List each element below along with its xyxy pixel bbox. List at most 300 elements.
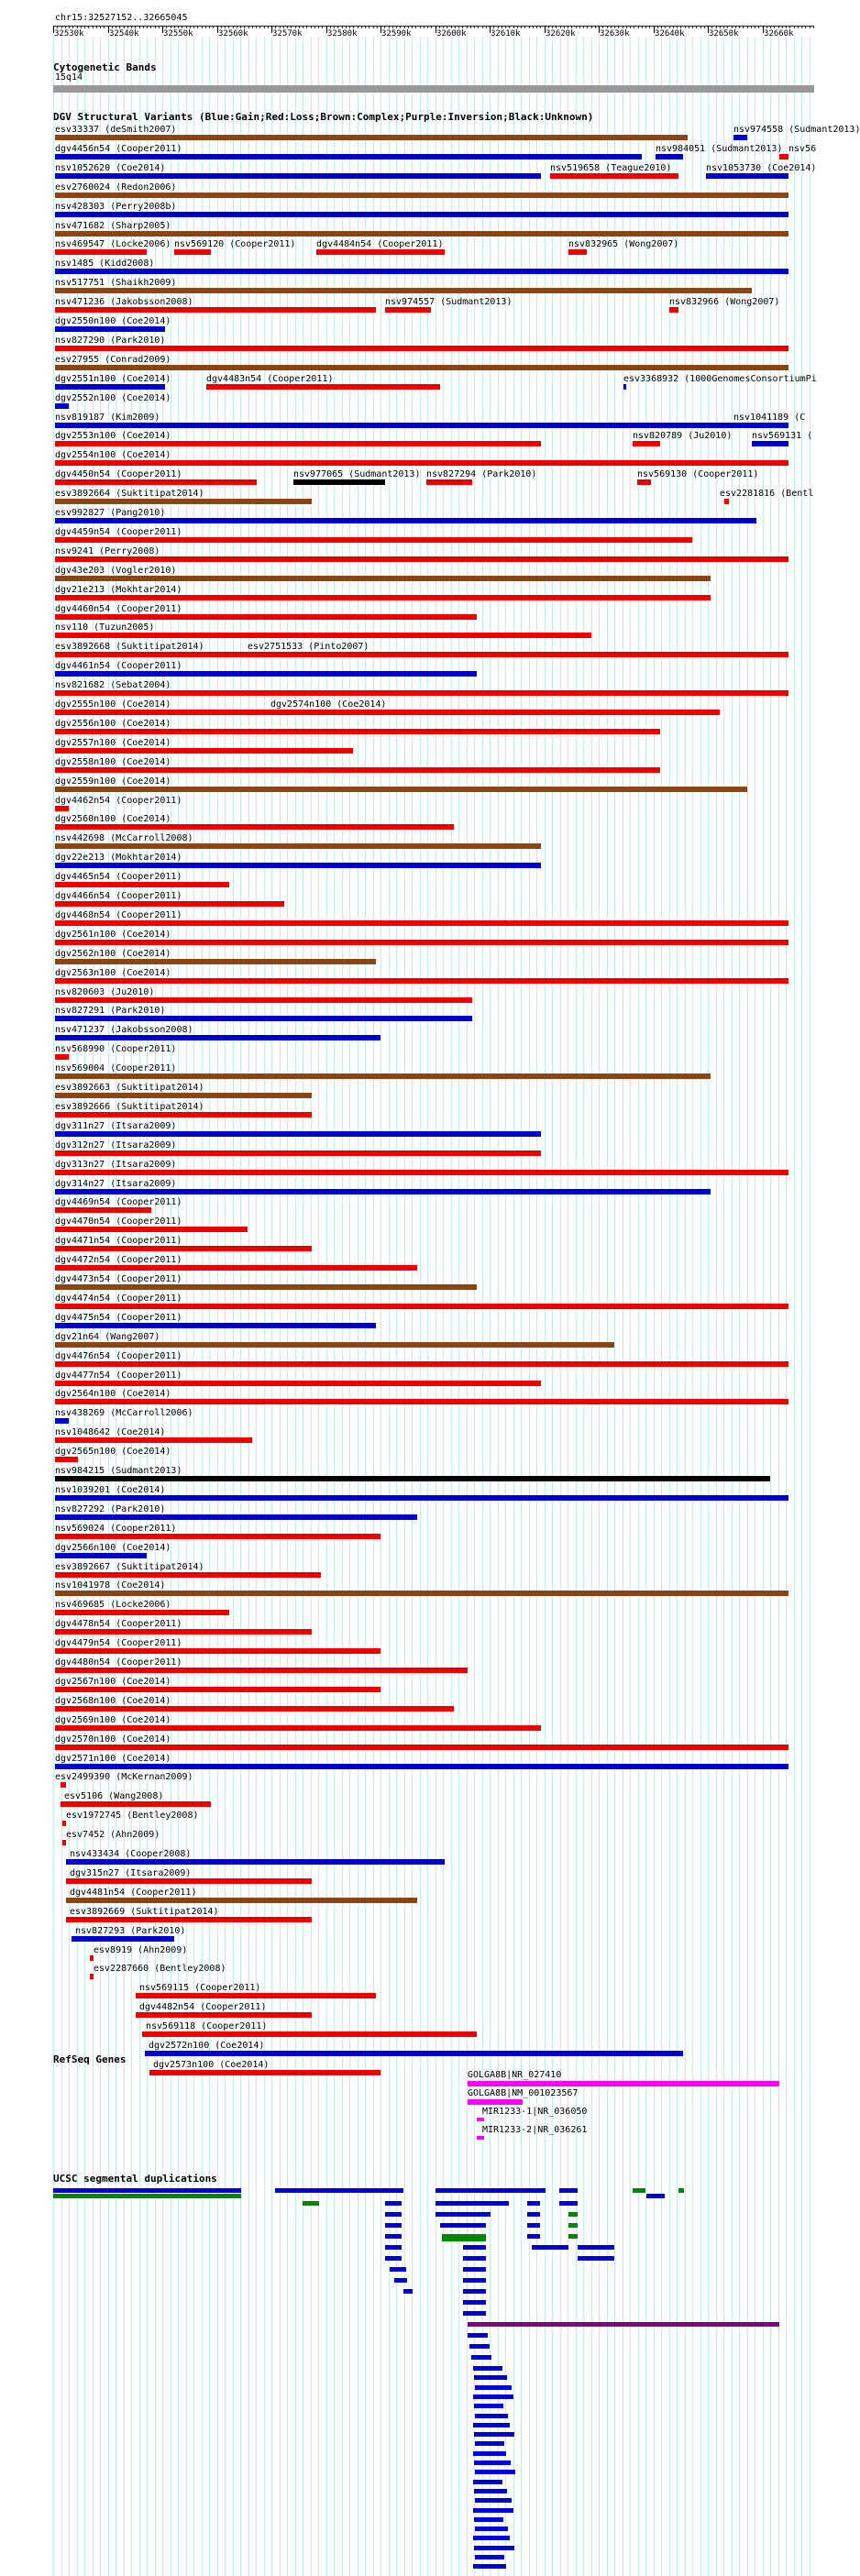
- dgv-variant-bar[interactable]: [136, 1993, 376, 1998]
- dgv-variant-label[interactable]: dgv4472n54 (Cooper2011): [55, 1255, 182, 1266]
- dgv-variant-bar[interactable]: [55, 365, 788, 370]
- segdup-block[interactable]: [473, 2394, 513, 2399]
- dgv-variant-bar[interactable]: [55, 652, 257, 657]
- segdup-block[interactable]: [463, 2256, 486, 2261]
- dgv-variant-label[interactable]: esv3892666 (Suktitipat2014): [55, 1101, 204, 1112]
- dgv-variant-label[interactable]: dgv2566n100 (Coe2014): [55, 1542, 171, 1553]
- segdup-block[interactable]: [475, 2555, 504, 2559]
- dgv-variant-label[interactable]: dgv4460n54 (Cooper2011): [55, 603, 182, 614]
- segdup-block[interactable]: [303, 2201, 319, 2206]
- dgv-variant-bar[interactable]: [55, 135, 688, 140]
- dgv-variant-label[interactable]: dgv314n27 (Itsara2009): [55, 1178, 177, 1189]
- segdup-block[interactable]: [385, 2223, 402, 2228]
- dgv-variant-label[interactable]: dgv4466n54 (Cooper2011): [55, 891, 182, 901]
- dgv-variant-bar[interactable]: [55, 1246, 312, 1251]
- segdup-block[interactable]: [527, 2223, 540, 2228]
- dgv-variant-label[interactable]: nsv827290 (Park2010): [55, 335, 166, 346]
- dgv-variant-bar[interactable]: [72, 1936, 174, 1942]
- dgv-variant-bar[interactable]: [55, 1687, 380, 1692]
- dgv-variant-bar[interactable]: [55, 1093, 312, 1098]
- dgv-variant-bar[interactable]: [55, 1361, 788, 1367]
- segdup-block[interactable]: [527, 2212, 540, 2217]
- dgv-variant-bar[interactable]: [623, 384, 626, 390]
- dgv-variant-label[interactable]: esv5106 (Wang2008): [64, 1791, 164, 1802]
- dgv-variant-bar[interactable]: [385, 307, 431, 313]
- segdup-block[interactable]: [275, 2188, 403, 2193]
- dgv-variant-bar[interactable]: [145, 2051, 683, 2056]
- dgv-variant-bar[interactable]: [55, 307, 376, 313]
- dgv-variant-bar[interactable]: [55, 614, 477, 620]
- dgv-variant-label[interactable]: nsv428303 (Perry2008b): [55, 201, 177, 212]
- dgv-variant-label[interactable]: nsv819187 (Kim2009): [55, 412, 160, 423]
- dgv-variant-label[interactable]: nsv438269 (McCarroll2006): [55, 1408, 193, 1419]
- dgv-variant-bar[interactable]: [426, 479, 472, 485]
- dgv-variant-bar[interactable]: [55, 231, 788, 237]
- dgv-variant-bar[interactable]: [66, 1898, 417, 1903]
- dgv-variant-label[interactable]: nsv569130 (Cooper2011): [637, 469, 759, 480]
- dgv-variant-label[interactable]: dgv21n64 (Wang2007): [55, 1331, 160, 1342]
- segdup-block[interactable]: [403, 2289, 413, 2294]
- segdup-block[interactable]: [474, 2546, 514, 2550]
- segdup-block[interactable]: [390, 2267, 406, 2272]
- dgv-variant-label[interactable]: dgv2554n100 (Coe2014): [55, 450, 171, 461]
- dgv-variant-bar[interactable]: [55, 767, 660, 773]
- dgv-variant-bar[interactable]: [55, 403, 69, 409]
- dgv-variant-label[interactable]: dgv2550n100 (Coe2014): [55, 316, 171, 326]
- dgv-variant-bar[interactable]: [55, 1189, 711, 1194]
- dgv-variant-label[interactable]: dgv2556n100 (Coe2014): [55, 718, 171, 729]
- dgv-variant-bar[interactable]: [55, 556, 788, 562]
- segdup-block[interactable]: [473, 2564, 506, 2569]
- dgv-variant-bar[interactable]: [55, 1016, 472, 1021]
- dgv-variant-label[interactable]: dgv4477n54 (Cooper2011): [55, 1370, 182, 1381]
- dgv-variant-bar[interactable]: [55, 1227, 248, 1232]
- refseq-gene-label[interactable]: GOLGA8B|NM_001023567: [468, 2088, 579, 2098]
- dgv-variant-bar[interactable]: [55, 576, 711, 581]
- dgv-variant-bar[interactable]: [55, 326, 165, 332]
- dgv-variant-bar[interactable]: [55, 154, 642, 160]
- dgv-variant-label[interactable]: nsv471236 (Jakobsson2008): [55, 297, 193, 308]
- dgv-variant-label[interactable]: dgv2553n100 (Coe2014): [55, 431, 171, 442]
- dgv-variant-label[interactable]: nsv1052620 (Coe2014): [55, 162, 166, 173]
- dgv-variant-label[interactable]: esv3892669 (Suktitipat2014): [70, 1906, 219, 1917]
- cytoband-bar[interactable]: [53, 85, 814, 93]
- dgv-variant-label[interactable]: esv33337 (deSmith2007): [55, 125, 177, 135]
- segdup-block[interactable]: [463, 2300, 486, 2305]
- dgv-variant-label[interactable]: nsv56: [788, 143, 817, 154]
- segdup-block[interactable]: [385, 2234, 402, 2239]
- dgv-variant-bar[interactable]: [656, 154, 683, 160]
- dgv-variant-label[interactable]: esv2751533 (Pinto2007): [248, 642, 369, 653]
- dgv-variant-bar[interactable]: [270, 710, 720, 715]
- dgv-variant-bar[interactable]: [724, 499, 729, 504]
- dgv-variant-label[interactable]: dgv4478n54 (Cooper2011): [55, 1619, 182, 1630]
- dgv-variant-label[interactable]: esv7452 (Ahn2009): [66, 1830, 160, 1841]
- segdup-block[interactable]: [473, 2451, 506, 2456]
- segdup-block[interactable]: [463, 2278, 486, 2283]
- dgv-variant-bar[interactable]: [248, 652, 788, 657]
- segdup-block[interactable]: [475, 2498, 512, 2503]
- dgv-variant-bar[interactable]: [55, 518, 756, 523]
- dgv-variant-label[interactable]: dgv2572n100 (Coe2014): [149, 2041, 265, 2051]
- dgv-variant-bar[interactable]: [66, 1917, 312, 1922]
- dgv-variant-bar[interactable]: [55, 824, 454, 830]
- dgv-variant-bar[interactable]: [55, 1170, 788, 1175]
- dgv-variant-label[interactable]: nsv569024 (Cooper2011): [55, 1523, 177, 1534]
- dgv-variant-label[interactable]: nsv974557 (Sudmant2013): [385, 297, 513, 308]
- dgv-variant-label[interactable]: dgv2558n100 (Coe2014): [55, 756, 171, 767]
- dgv-variant-label[interactable]: dgv2567n100 (Coe2014): [55, 1676, 171, 1687]
- segdup-block[interactable]: [527, 2234, 540, 2239]
- dgv-variant-label[interactable]: dgv2557n100 (Coe2014): [55, 737, 171, 748]
- dgv-variant-bar[interactable]: [55, 1304, 788, 1309]
- dgv-variant-bar[interactable]: [55, 193, 788, 198]
- segdup-block[interactable]: [385, 2212, 402, 2217]
- segdup-block[interactable]: [469, 2344, 490, 2349]
- segdup-block[interactable]: [473, 2423, 510, 2427]
- dgv-variant-bar[interactable]: [55, 1495, 788, 1501]
- dgv-variant-bar[interactable]: [55, 1131, 541, 1137]
- dgv-variant-label[interactable]: dgv2568n100 (Coe2014): [55, 1695, 171, 1706]
- dgv-variant-bar[interactable]: [55, 959, 376, 964]
- dgv-variant-bar[interactable]: [90, 1974, 94, 1979]
- dgv-variant-bar[interactable]: [55, 384, 165, 390]
- segdup-block[interactable]: [463, 2245, 486, 2250]
- segdup-block[interactable]: [475, 2441, 504, 2446]
- segdup-block[interactable]: [463, 2311, 486, 2316]
- dgv-variant-label[interactable]: dgv4484n54 (Cooper2011): [316, 239, 444, 250]
- dgv-variant-label[interactable]: nsv1053730 (Coe2014): [706, 162, 817, 173]
- dgv-variant-label[interactable]: esv992827 (Pang2010): [55, 508, 166, 518]
- dgv-variant-bar[interactable]: [55, 1745, 788, 1750]
- dgv-variant-label[interactable]: dgv2565n100 (Coe2014): [55, 1447, 171, 1458]
- segdup-block[interactable]: [568, 2223, 578, 2228]
- segdup-block[interactable]: [475, 2526, 508, 2531]
- dgv-variant-bar[interactable]: [55, 537, 692, 543]
- dgv-variant-bar[interactable]: [55, 1112, 312, 1117]
- refseq-gene-model[interactable]: [468, 2099, 523, 2105]
- dgv-variant-label[interactable]: dgv4482n54 (Cooper2011): [139, 2002, 267, 2013]
- dgv-variant-label[interactable]: nsv568990 (Cooper2011): [55, 1044, 177, 1055]
- dgv-variant-bar[interactable]: [55, 901, 284, 907]
- dgv-variant-label[interactable]: dgv313n27 (Itsara2009): [55, 1159, 177, 1170]
- dgv-variant-label[interactable]: dgv4456n54 (Cooper2011): [55, 143, 182, 154]
- dgv-variant-bar[interactable]: [55, 1150, 541, 1156]
- dgv-variant-label[interactable]: nsv569115 (Cooper2011): [139, 1983, 261, 1994]
- dgv-variant-label[interactable]: nsv821682 (Sebat2004): [55, 680, 171, 691]
- dgv-variant-label[interactable]: nsv1041189 (C: [733, 412, 806, 423]
- dgv-variant-bar[interactable]: [55, 1553, 147, 1558]
- dgv-variant-label[interactable]: nsv519658 (Teague2010): [550, 162, 672, 173]
- dgv-variant-bar[interactable]: [61, 1801, 211, 1807]
- dgv-variant-bar[interactable]: [55, 595, 711, 600]
- dgv-variant-bar[interactable]: [142, 2031, 477, 2037]
- dgv-variant-label[interactable]: esv3368932 (1000GenomesConsortiumPi: [623, 373, 817, 384]
- dgv-variant-bar[interactable]: [55, 806, 69, 811]
- dgv-variant-label[interactable]: nsv433434 (Cooper2008): [70, 1849, 192, 1859]
- dgv-variant-bar[interactable]: [752, 441, 788, 446]
- dgv-variant-label[interactable]: nsv471237 (Jakobsson2008): [55, 1025, 193, 1036]
- dgv-variant-bar[interactable]: [55, 1706, 454, 1712]
- dgv-variant-label[interactable]: nsv469685 (Locke2006): [55, 1600, 171, 1611]
- dgv-variant-label[interactable]: dgv315n27 (Itsara2009): [70, 1867, 192, 1878]
- dgv-variant-label[interactable]: nsv1041978 (Coe2014): [55, 1580, 166, 1591]
- dgv-variant-bar[interactable]: [733, 135, 747, 140]
- dgv-variant-bar[interactable]: [66, 1878, 312, 1884]
- dgv-variant-bar[interactable]: [316, 249, 445, 255]
- segdup-block[interactable]: [646, 2194, 665, 2198]
- refseq-gene-model[interactable]: [477, 2118, 484, 2121]
- dgv-variant-bar[interactable]: [55, 1629, 312, 1635]
- segdup-block[interactable]: [473, 2366, 502, 2371]
- dgv-variant-label[interactable]: nsv569004 (Cooper2011): [55, 1063, 177, 1074]
- dgv-variant-label[interactable]: dgv2555n100 (Coe2014): [55, 699, 171, 710]
- segdup-block[interactable]: [463, 2289, 486, 2294]
- dgv-variant-label[interactable]: nsv984051 (Sudmant2013): [656, 143, 783, 154]
- dgv-variant-bar[interactable]: [55, 1572, 321, 1578]
- refseq-gene-label[interactable]: GOLGA8B|NR_027410: [468, 2070, 562, 2080]
- segdup-block[interactable]: [532, 2245, 568, 2250]
- dgv-variant-bar[interactable]: [55, 940, 788, 945]
- segdup-block[interactable]: [474, 2375, 507, 2380]
- dgv-variant-bar[interactable]: [206, 384, 440, 390]
- dgv-variant-label[interactable]: nsv469547 (Locke2006): [55, 239, 171, 250]
- segdup-block[interactable]: [440, 2223, 486, 2228]
- dgv-variant-bar[interactable]: [55, 997, 472, 1003]
- dgv-variant-label[interactable]: nsv827293 (Park2010): [75, 1925, 186, 1936]
- dgv-variant-label[interactable]: dgv311n27 (Itsara2009): [55, 1120, 177, 1131]
- segdup-block[interactable]: [385, 2256, 402, 2261]
- dgv-variant-bar[interactable]: [55, 1399, 788, 1404]
- refseq-gene-model[interactable]: [468, 2081, 779, 2086]
- segdup-block[interactable]: [474, 2404, 503, 2408]
- dgv-variant-label[interactable]: dgv4475n54 (Cooper2011): [55, 1312, 182, 1323]
- dgv-variant-bar[interactable]: [61, 1782, 66, 1788]
- dgv-variant-label[interactable]: nsv442698 (McCarroll2008): [55, 833, 193, 844]
- dgv-variant-label[interactable]: dgv22e213 (Mokhtar2014): [55, 853, 182, 864]
- segdup-block[interactable]: [559, 2201, 578, 2206]
- dgv-variant-label[interactable]: nsv9241 (Perry2008): [55, 545, 160, 556]
- dgv-variant-bar[interactable]: [55, 633, 591, 638]
- dgv-variant-label[interactable]: dgv4470n54 (Cooper2011): [55, 1216, 182, 1227]
- dgv-variant-label[interactable]: esv8919 (Ahn2009): [94, 1944, 188, 1955]
- dgv-variant-label[interactable]: dgv4465n54 (Cooper2011): [55, 872, 182, 883]
- dgv-variant-label[interactable]: dgv4473n54 (Cooper2011): [55, 1274, 182, 1284]
- dgv-variant-label[interactable]: nsv984215 (Sudmant2013): [55, 1466, 182, 1476]
- dgv-variant-label[interactable]: dgv312n27 (Itsara2009): [55, 1139, 177, 1150]
- dgv-variant-label[interactable]: nsv569131 (: [752, 431, 813, 442]
- dgv-variant-label[interactable]: dgv4479n54 (Cooper2011): [55, 1638, 182, 1649]
- dgv-variant-label[interactable]: dgv2563n100 (Coe2014): [55, 967, 171, 978]
- segdup-block[interactable]: [385, 2245, 402, 2250]
- dgv-variant-bar[interactable]: [293, 479, 385, 485]
- dgv-variant-label[interactable]: nsv1048642 (Coe2014): [55, 1427, 166, 1438]
- segdup-block[interactable]: [473, 2508, 513, 2513]
- segdup-block[interactable]: [394, 2278, 407, 2283]
- segdup-block[interactable]: [578, 2245, 614, 2250]
- dgv-variant-bar[interactable]: [55, 1207, 151, 1213]
- dgv-variant-bar[interactable]: [55, 1668, 468, 1673]
- dgv-variant-label[interactable]: dgv4481n54 (Cooper2011): [70, 1887, 197, 1898]
- dgv-variant-bar[interactable]: [55, 1648, 380, 1654]
- dgv-variant-label[interactable]: dgv4468n54 (Cooper2011): [55, 909, 182, 920]
- dgv-variant-label[interactable]: dgv4462n54 (Cooper2011): [55, 795, 182, 806]
- dgv-variant-bar[interactable]: [55, 1342, 614, 1348]
- dgv-variant-label[interactable]: dgv21e213 (Mokhtar2014): [55, 584, 182, 595]
- dgv-variant-bar[interactable]: [66, 1859, 445, 1865]
- dgv-variant-bar[interactable]: [55, 1610, 229, 1615]
- segdup-block[interactable]: [468, 2322, 779, 2327]
- dgv-variant-label[interactable]: dgv4480n54 (Cooper2011): [55, 1657, 182, 1668]
- segdup-block[interactable]: [53, 2194, 241, 2198]
- dgv-variant-bar[interactable]: [55, 843, 541, 849]
- dgv-variant-bar[interactable]: [55, 499, 312, 504]
- segdup-block[interactable]: [568, 2234, 578, 2239]
- dgv-variant-label[interactable]: esv3892664 (Suktitipat2014): [55, 489, 204, 500]
- dgv-variant-bar[interactable]: [55, 920, 788, 926]
- dgv-variant-bar[interactable]: [55, 479, 257, 485]
- segdup-block[interactable]: [527, 2201, 540, 2206]
- dgv-variant-bar[interactable]: [136, 2012, 312, 2018]
- dgv-variant-bar[interactable]: [550, 173, 678, 179]
- dgv-variant-label[interactable]: nsv820603 (Ju2010): [55, 986, 155, 997]
- dgv-variant-label[interactable]: dgv2552n100 (Coe2014): [55, 392, 171, 403]
- dgv-variant-bar[interactable]: [55, 671, 477, 677]
- dgv-variant-bar[interactable]: [55, 1764, 788, 1769]
- dgv-variant-label[interactable]: dgv2574n100 (Coe2014): [270, 699, 387, 710]
- dgv-variant-bar[interactable]: [55, 690, 788, 696]
- segdup-block[interactable]: [559, 2188, 578, 2193]
- dgv-variant-bar[interactable]: [55, 1035, 380, 1040]
- dgv-variant-bar[interactable]: [62, 1840, 66, 1845]
- dgv-variant-label[interactable]: dgv2570n100 (Coe2014): [55, 1734, 171, 1745]
- dgv-variant-label[interactable]: dgv2562n100 (Coe2014): [55, 948, 171, 959]
- dgv-variant-label[interactable]: esv3892668 (Suktitipat2014): [55, 642, 204, 653]
- segdup-block[interactable]: [474, 2432, 514, 2437]
- dgv-variant-bar[interactable]: [55, 1476, 770, 1481]
- segdup-block[interactable]: [578, 2256, 614, 2261]
- segdup-block[interactable]: [463, 2267, 486, 2272]
- segdup-block[interactable]: [475, 2470, 515, 2474]
- dgv-variant-label[interactable]: dgv4476n54 (Cooper2011): [55, 1350, 182, 1361]
- dgv-variant-label[interactable]: esv2281816 (Bentl: [720, 489, 814, 500]
- dgv-variant-label[interactable]: dgv2559n100 (Coe2014): [55, 776, 171, 787]
- dgv-variant-bar[interactable]: [706, 173, 788, 179]
- dgv-variant-label[interactable]: nsv110 (Tuzun2005): [55, 622, 155, 633]
- dgv-variant-label[interactable]: esv1972745 (Bentley2008): [66, 1811, 199, 1822]
- dgv-variant-bar[interactable]: [55, 1284, 477, 1290]
- dgv-variant-bar[interactable]: [55, 1534, 380, 1539]
- dgv-variant-label[interactable]: esv2760024 (Redon2006): [55, 182, 177, 193]
- segdup-block[interactable]: [475, 2385, 512, 2390]
- dgv-variant-label[interactable]: esv3892667 (Suktitipat2014): [55, 1561, 204, 1572]
- dgv-variant-bar[interactable]: [633, 441, 660, 446]
- dgv-variant-label[interactable]: nsv977065 (Sudmant2013): [293, 469, 421, 480]
- segdup-block[interactable]: [436, 2201, 509, 2206]
- dgv-variant-bar[interactable]: [55, 423, 788, 428]
- dgv-variant-label[interactable]: nsv471682 (Sharp2005): [55, 220, 171, 231]
- dgv-variant-bar[interactable]: [55, 460, 788, 466]
- dgv-variant-bar[interactable]: [669, 307, 678, 313]
- segdup-block[interactable]: [474, 2460, 511, 2465]
- dgv-variant-bar[interactable]: [55, 1054, 69, 1060]
- dgv-variant-bar[interactable]: [55, 1323, 376, 1328]
- dgv-variant-bar[interactable]: [55, 1725, 541, 1731]
- dgv-variant-bar[interactable]: [55, 441, 541, 446]
- dgv-variant-bar[interactable]: [55, 1265, 417, 1271]
- dgv-variant-label[interactable]: dgv4461n54 (Cooper2011): [55, 661, 182, 672]
- dgv-variant-label[interactable]: nsv827291 (Park2010): [55, 1006, 166, 1017]
- dgv-variant-bar[interactable]: [779, 154, 788, 160]
- segdup-block[interactable]: [474, 2489, 507, 2493]
- dgv-variant-label[interactable]: dgv4469n54 (Cooper2011): [55, 1197, 182, 1208]
- dgv-variant-label[interactable]: esv2287660 (Bentley2008): [94, 1964, 226, 1975]
- segdup-block[interactable]: [474, 2517, 503, 2522]
- dgv-variant-bar[interactable]: [90, 1955, 94, 1961]
- dgv-variant-bar[interactable]: [55, 212, 788, 217]
- dgv-variant-bar[interactable]: [55, 1418, 69, 1424]
- dgv-variant-label[interactable]: dgv2564n100 (Coe2014): [55, 1389, 171, 1400]
- segdup-block[interactable]: [471, 2355, 491, 2360]
- refseq-gene-label[interactable]: MIR1233-1|NR_036050: [482, 2107, 588, 2117]
- dgv-variant-bar[interactable]: [55, 288, 752, 293]
- dgv-variant-label[interactable]: nsv820789 (Ju2010): [633, 431, 733, 442]
- dgv-variant-bar[interactable]: [62, 1821, 66, 1826]
- segdup-block[interactable]: [633, 2188, 645, 2193]
- dgv-variant-label[interactable]: dgv2573n100 (Coe2014): [153, 2059, 270, 2070]
- dgv-variant-label[interactable]: dgv2561n100 (Coe2014): [55, 929, 171, 940]
- dgv-variant-label[interactable]: nsv827294 (Park2010): [426, 469, 537, 480]
- segdup-block[interactable]: [436, 2188, 546, 2193]
- segdup-block[interactable]: [436, 2212, 491, 2217]
- dgv-variant-bar[interactable]: [55, 882, 229, 887]
- dgv-variant-label[interactable]: nsv1039201 (Coe2014): [55, 1484, 166, 1495]
- dgv-variant-label[interactable]: nsv517751 (Shaikh2009): [55, 278, 177, 289]
- dgv-variant-label[interactable]: dgv4459n54 (Cooper2011): [55, 526, 182, 537]
- segdup-block[interactable]: [473, 2536, 510, 2540]
- dgv-variant-bar[interactable]: [55, 1591, 788, 1596]
- dgv-variant-label[interactable]: nsv832965 (Wong2007): [568, 239, 679, 250]
- segdup-block[interactable]: [53, 2188, 241, 2193]
- dgv-variant-bar[interactable]: [55, 1381, 541, 1386]
- segdup-block[interactable]: [678, 2188, 684, 2193]
- dgv-variant-label[interactable]: dgv4471n54 (Cooper2011): [55, 1236, 182, 1247]
- dgv-variant-bar[interactable]: [55, 1457, 78, 1462]
- segdup-block[interactable]: [473, 2480, 502, 2484]
- dgv-variant-bar[interactable]: [55, 269, 788, 274]
- dgv-variant-label[interactable]: dgv4474n54 (Cooper2011): [55, 1293, 182, 1304]
- dgv-variant-bar[interactable]: [174, 249, 211, 255]
- dgv-variant-label[interactable]: dgv43e203 (Vogler2010): [55, 565, 177, 576]
- refseq-gene-model[interactable]: [477, 2136, 484, 2140]
- dgv-variant-label[interactable]: nsv569118 (Cooper2011): [146, 2021, 268, 2032]
- refseq-gene-label[interactable]: MIR1233-2|NR_036261: [482, 2125, 588, 2135]
- dgv-variant-label[interactable]: dgv2560n100 (Coe2014): [55, 814, 171, 825]
- dgv-variant-label[interactable]: dgv2569n100 (Coe2014): [55, 1714, 171, 1725]
- dgv-variant-bar[interactable]: [55, 1073, 711, 1079]
- dgv-variant-label[interactable]: esv3892663 (Suktitipat2014): [55, 1083, 204, 1093]
- dgv-variant-label[interactable]: dgv4483n54 (Cooper2011): [206, 373, 334, 384]
- dgv-variant-bar[interactable]: [55, 748, 353, 754]
- segdup-block[interactable]: [568, 2212, 578, 2217]
- dgv-variant-bar[interactable]: [55, 1437, 252, 1443]
- segdup-block[interactable]: [468, 2333, 488, 2338]
- dgv-variant-label[interactable]: dgv4450n54 (Cooper2011): [55, 469, 182, 480]
- dgv-variant-label[interactable]: nsv569120 (Cooper2011): [174, 239, 296, 250]
- segdup-block[interactable]: [385, 2201, 402, 2206]
- dgv-variant-bar[interactable]: [55, 173, 541, 179]
- dgv-variant-bar[interactable]: [149, 2070, 380, 2075]
